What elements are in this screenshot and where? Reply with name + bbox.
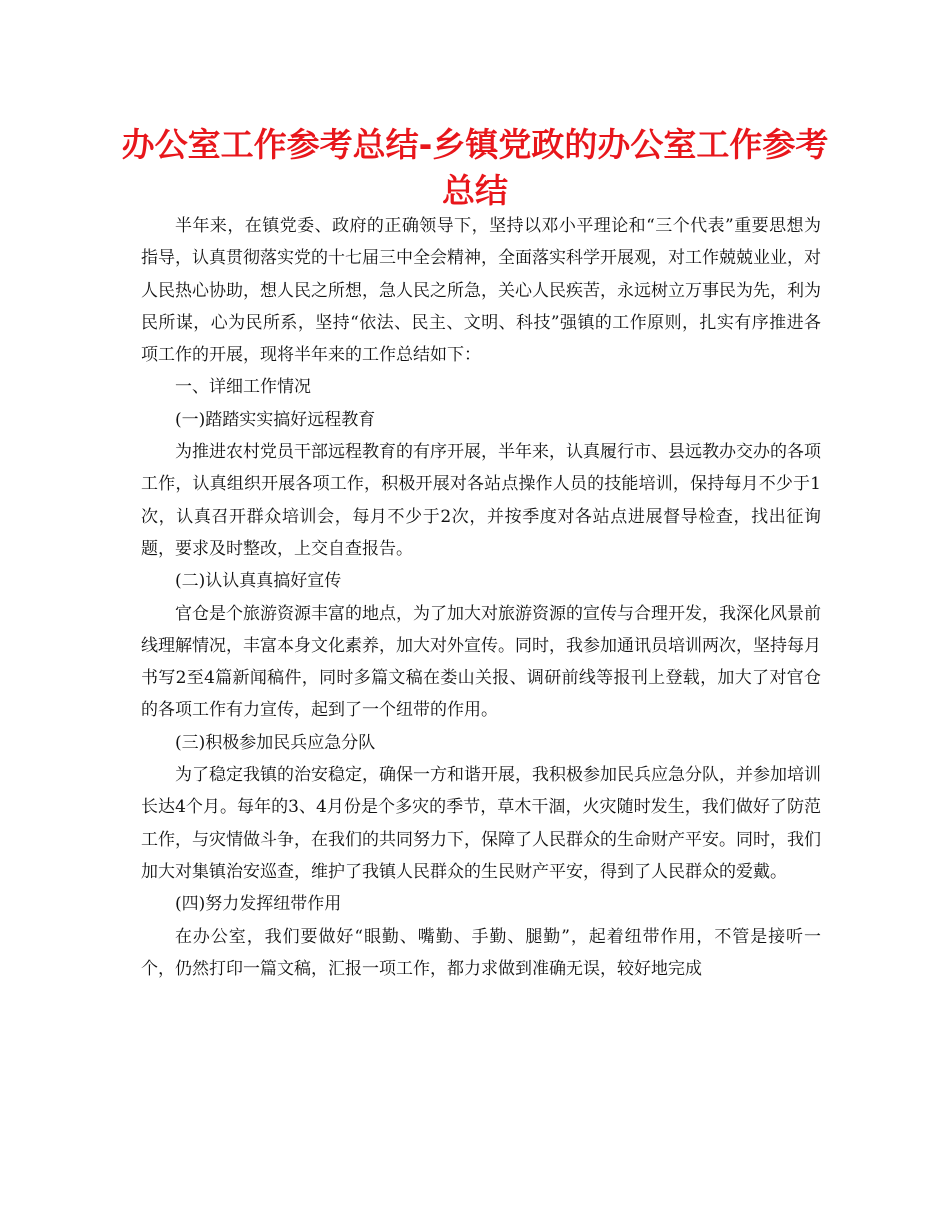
subsection-heading-4: (四)努力发挥纽带作用	[175, 894, 342, 915]
paragraph-remote-education: 为推进农村党员干部远程教育的有序开展，半年来，认真履行市、县远教办交办的各项工作，认真组织开展各项工作，积极开展对各站点操作人员的技能培训，保持每月不少于1次，认真召开群众培训会，每月不少于2次，并按季度对各站点进展督导检查，找出征询题，要求及时整改，上交自查报告。	[141, 442, 821, 559]
section-heading: 一、详细工作情况	[175, 377, 311, 398]
subsection-heading-2: (二)认认真真搞好宣传	[175, 571, 342, 592]
subsection-heading-1: (一)踏踏实实搞好远程教育	[175, 409, 376, 430]
subsection-heading-3: (三)积极参加民兵应急分队	[175, 732, 376, 753]
intro-paragraph: 半年来，在镇党委、政府的正确领导下，坚持以邓小平理论和“三个代表”重要思想为指导，认真贯彻落实党的十七届三中全会精神，全面落实科学开展观，对工作兢兢业业，对人民热心协助，想人民之所想，急人民之所急，关心人民疾苦，永远树立万事民为先，利为民所谋，心为民所系，坚持“依法、民主、文明、科技”强镇的工作原则，扎实有序推进各项工作的开展，现将半年来的工作总结如下：	[141, 216, 821, 366]
document-title: 办公室工作参考总结-乡镇党政的办公室工作参考总结	[121, 125, 829, 210]
paragraph-publicity: 官仓是个旅游资源丰富的地点，为了加大对旅游资源的宣传与合理开发，我深化风景前线理解情况，丰富本身文化素养，加大对外宣传。同时，我参加通讯员培训两次，坚持每月书写2至4篇新闻稿件，同时多篇文稿在娄山关报、调研前线等报刊上登载，加大了对官仓的各项工作有力宣传，起到了一个纽带的作用。	[141, 603, 821, 721]
paragraph-liaison: 在办公室，我们要做好“眼勤、嘴勤、手勤、腿勤”，起着纽带作用，不管是接听一个，仍然打印一篇文稿，汇报一项工作，都力求做到准确无误，较好地完成	[141, 926, 821, 979]
document-body	[141, 210, 821, 985]
paragraph-militia: 为了稳定我镇的治安稳定，确保一方和谐开展，我积极参加民兵应急分队，并参加培训长达4个月。每年的3、4月份是个多灾的季节，草木干涸，火灾随时发生，我们做好了防范工作，与灾情做斗争，在我们的共同努力下，保障了人民群众的生命财产平安。同时，我们加大对集镇治安巡查，维护了我镇人民群众的生民财产平安，得到了人民群众的爱戴。	[141, 765, 821, 882]
